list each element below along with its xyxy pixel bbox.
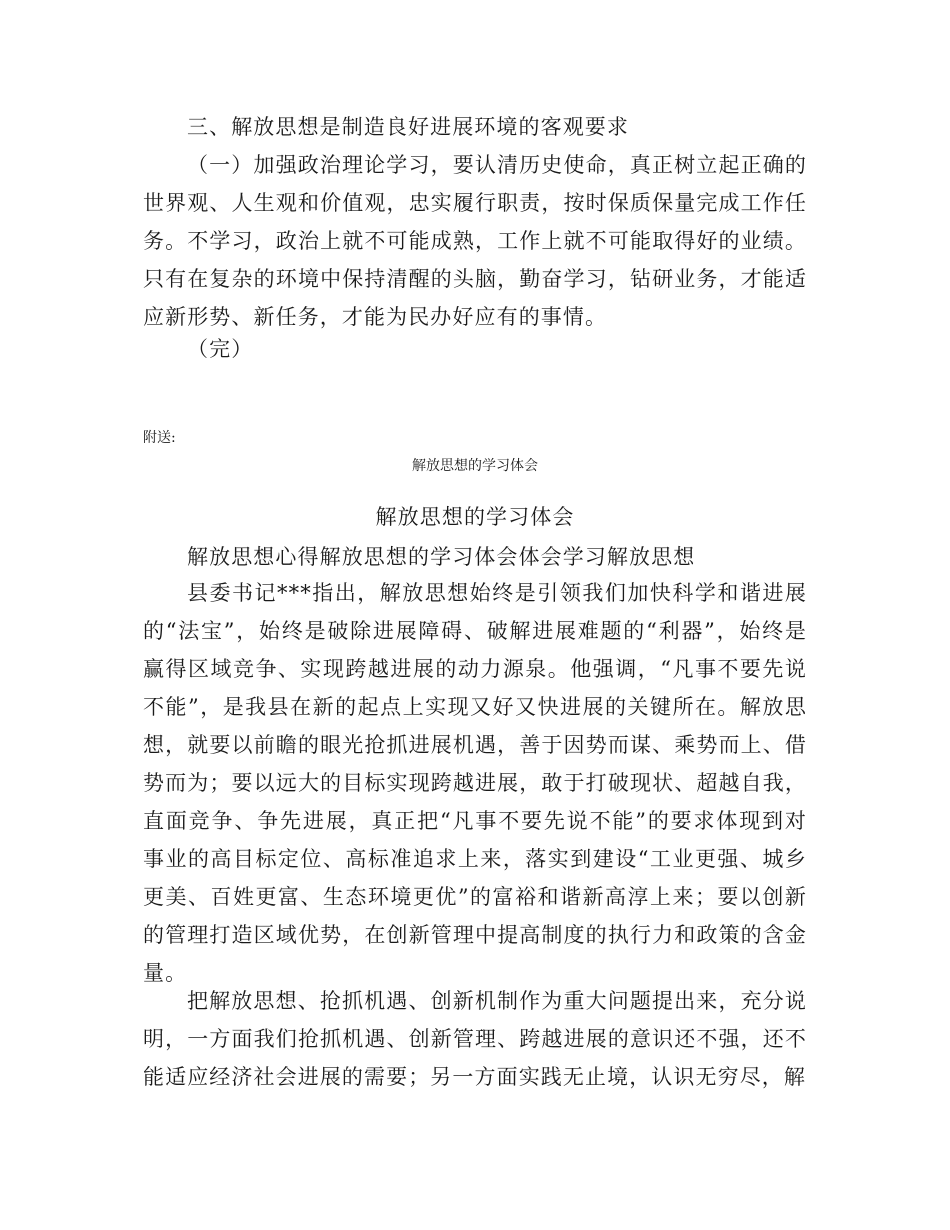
section-heading: 三、解放思想是制造良好进展环境的客观要求 [187, 115, 629, 139]
appendix-small-title: 解放思想的学习体会 [412, 458, 538, 474]
appendix-paragraph-2: 把解放思想、抢抓机遇、创新机制作为重大问题提出来，充分说明，一方面我们抢抓机遇、创新管理、跨越进展的意识还不强，还不能适应经济社会进展的需要；另一方面实践无止境，认识无穷尽，解 [143, 989, 807, 1089]
end-mark: （完） [187, 337, 254, 361]
appendix-paragraph-1: 县委书记***指出，解放思想始终是引领我们加快科学和谐进展的“法宝”，始终是破除进展障碍、破解进展难题的“利器”，始终是赢得区域竞争、实现跨越进展的动力源泉。他强调，“凡事不要先说不能”，是我县在新的起点上实现又好又快进展的关键所在。解放思想，就要以前瞻的眼光抢抓进展机遇，善于因势而谋、乘势而上、借势而为；要以远大的目标实现跨越进展，敢于打破现状、超越自我，直面竞争、争先进展，真正把“凡事不要先说不能”的要求体现到对事业的高目标定位、高标准追求上来，落实到建设“工业更强、城乡更美、百姓更富、生态环境更优”的富裕和谐新高淳上来；要以创新的管理打造区域优势，在创新管理中提高制度的执行力和政策的含金量。 [143, 581, 807, 985]
appendix-label: 附送: [143, 430, 176, 446]
section-paragraph: （一）加强政治理论学习，要认清历史使命，真正树立起正确的世界观、人生观和价值观，忠实履行职责，按时保质保量完成工作任务。不学习，政治上就不可能成熟，工作上就不可能取得好的业绩。只有在复杂的环境中保持清醒的头脑，勤奋学习，钻研业务，才能适应新形势、新任务，才能为民办好应有的事情。 [143, 153, 807, 329]
appendix-title: 解放思想的学习体会 [375, 505, 575, 529]
appendix-subtitle: 解放思想心得解放思想的学习体会体会学习解放思想 [187, 545, 696, 569]
